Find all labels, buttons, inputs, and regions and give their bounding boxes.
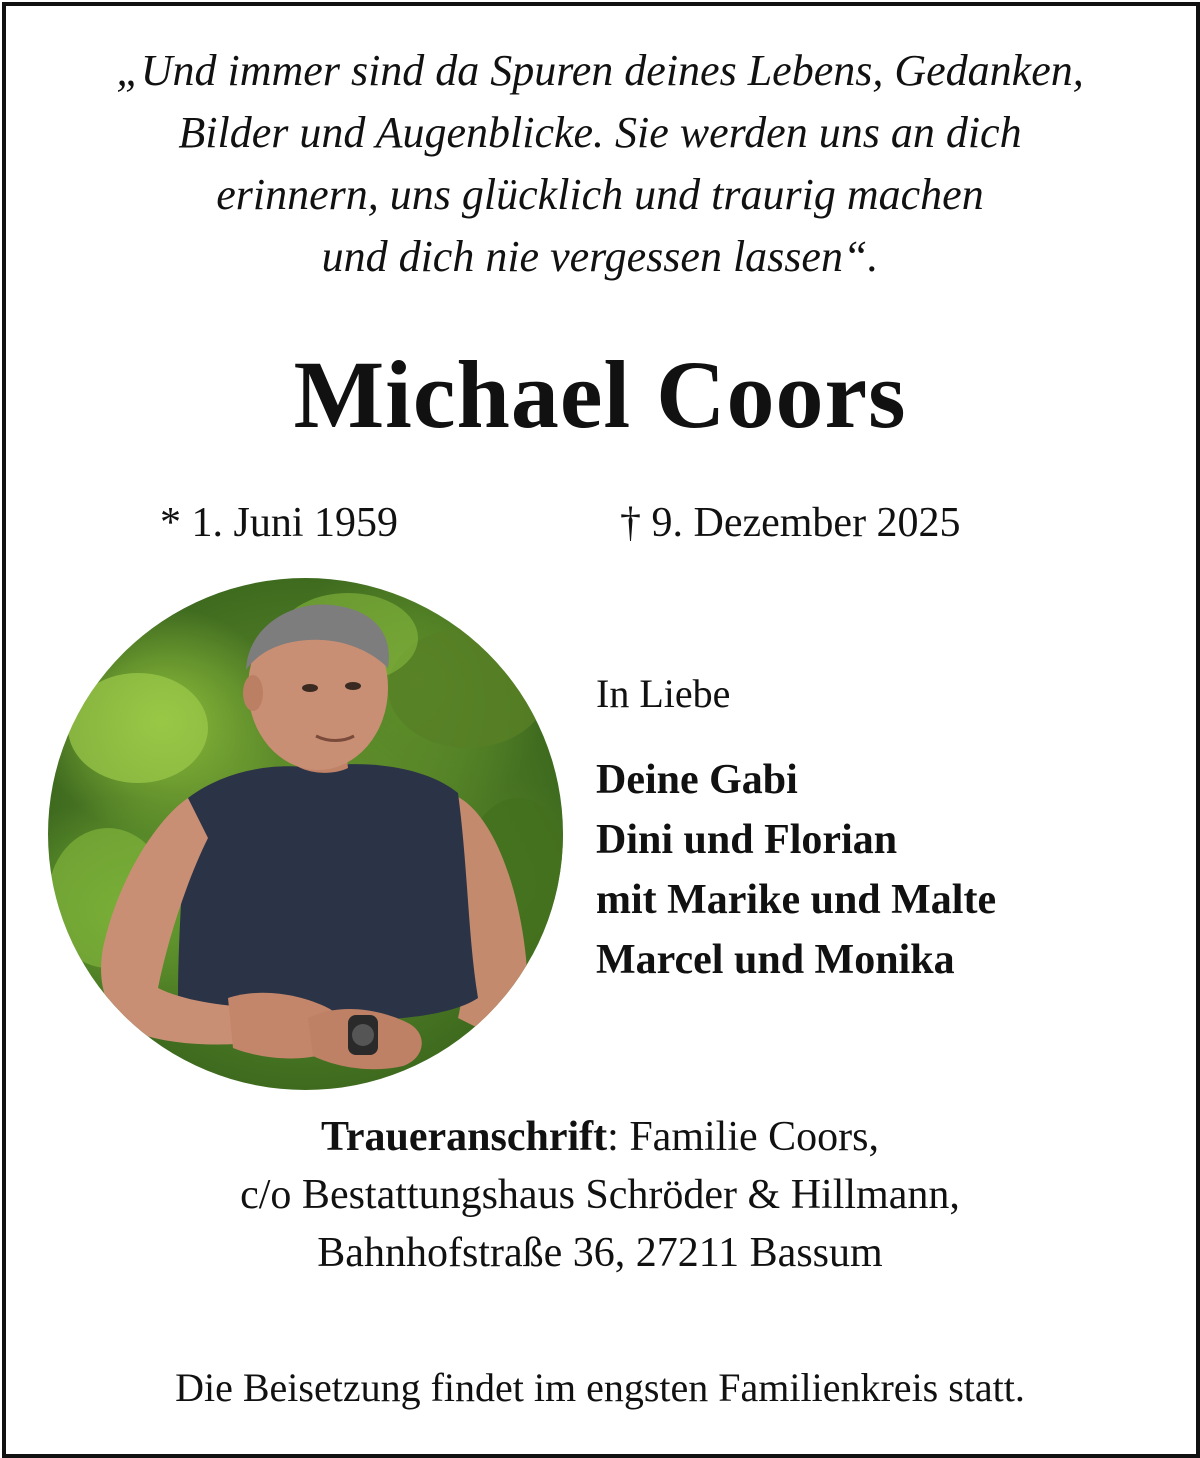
birth-date: * 1. Juni 1959	[160, 500, 399, 546]
mourner-line: Dini und Florian	[596, 817, 898, 863]
mourner-line: Deine Gabi	[596, 757, 798, 803]
death-date: † 9. Dezember 2025	[620, 500, 961, 546]
address-line-3: Bahnhofstraße 36, 27211 Bassum	[317, 1230, 883, 1276]
quote-line: und dich nie vergessen lassen“.	[321, 232, 879, 281]
mourner-line: Marcel und Monika	[596, 937, 955, 983]
address-label: Traueranschrift	[320, 1114, 608, 1160]
address-recipient: : Familie Coors,	[607, 1114, 879, 1160]
quote-line: Bilder und Augenblicke. Sie werden uns an dich	[178, 108, 1022, 157]
deceased-name: Michael Coors	[293, 341, 907, 448]
address-line-1	[0, 1108, 1200, 1166]
mourners-list	[596, 750, 996, 990]
memorial-quote	[0, 40, 1200, 288]
address-line-2: c/o Bestattungshaus Schröder & Hillmann,	[240, 1172, 960, 1218]
quote-line: erinnern, uns glücklich und traurig machen	[216, 170, 984, 219]
mourners-intro: In Liebe	[596, 671, 731, 716]
mourner-line: mit Marike und Malte	[596, 877, 997, 923]
photo-vignette	[48, 578, 563, 1090]
condolence-address	[0, 1108, 1200, 1282]
burial-note: Die Beisetzung findet im engsten Familienkreis statt.	[175, 1365, 1025, 1410]
portrait-photo	[48, 578, 563, 1090]
quote-line: „Und immer sind da Spuren deines Lebens, Gedanken,	[116, 46, 1084, 95]
